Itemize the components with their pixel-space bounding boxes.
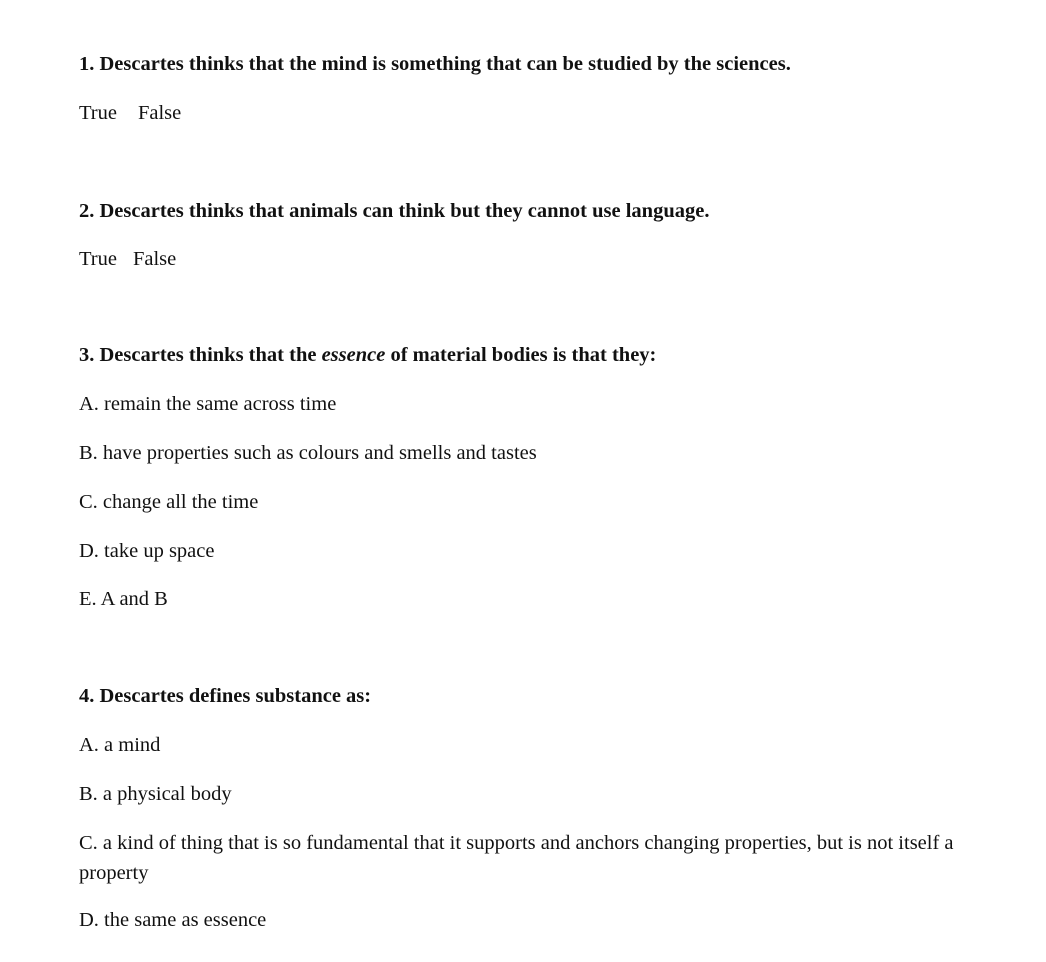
question-3-option-c: C. change all the time	[79, 491, 259, 513]
question-1-options	[79, 98, 181, 128]
question-3-option-e: E. A and B	[79, 588, 168, 610]
question-4-option-d: D. the same as essence	[79, 909, 267, 931]
question-4-prompt: 4. Descartes defines substance as:	[79, 685, 372, 707]
question-2-prompt: 2. Descartes thinks that animals can think but they cannot use language.	[79, 200, 710, 222]
question-4-option-c: C. a kind of thing that is so fundamental that it supports and anchors changing properties, but is not itself a property	[79, 832, 954, 884]
option-true: True	[79, 248, 117, 270]
question-3-prompt-start: 3. Descartes thinks that the	[79, 344, 322, 366]
question-3-option-d: D. take up space	[79, 540, 215, 562]
question-3-prompt-end: of material bodies is that they:	[385, 344, 657, 366]
question-4-option-b: B. a physical body	[79, 783, 232, 805]
option-false: False	[132, 248, 177, 270]
option-false: False	[137, 102, 182, 124]
question-1-prompt: 1. Descartes thinks that the mind is something that can be studied by the sciences.	[79, 53, 791, 75]
question-3-option-b: B. have properties such as colours and smells and tastes	[79, 442, 537, 464]
option-true: True	[79, 102, 117, 124]
question-3-option-a: A. remain the same across time	[79, 393, 337, 415]
question-3-prompt-emphasis: essence	[321, 344, 386, 366]
question-2-options	[79, 244, 176, 274]
question-4-option-a: A. a mind	[79, 734, 161, 756]
question-3-prompt	[79, 343, 656, 367]
